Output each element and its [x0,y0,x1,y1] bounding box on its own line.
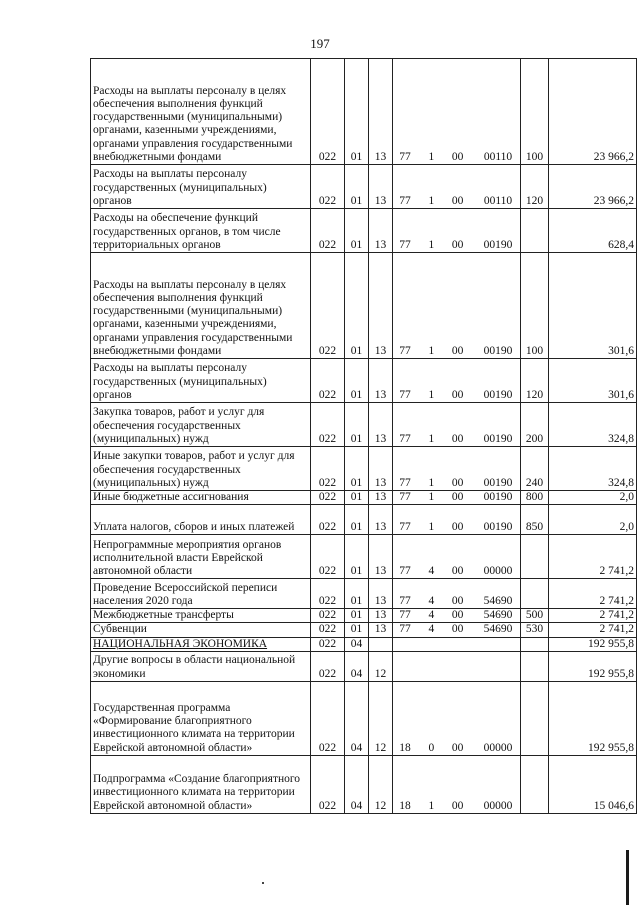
amount: 2 741,2 [549,535,637,579]
expense-type-code: 240 [521,447,549,491]
target-article-part: 54690 [483,609,513,622]
target-article-part: 54690 [483,623,513,636]
subsection-code: 13 [369,623,393,637]
table-row [91,359,637,403]
target-article-part: 00110 [483,150,513,163]
expense-type-code [521,209,549,253]
section-code: 01 [345,535,369,579]
target-article-part: 00 [451,194,464,207]
expense-name: Государственная программа «Формирование благоприятного инвестиционного климата на территории Еврейской автономной области» [91,681,311,755]
target-article-part: 00 [451,799,464,812]
target-article-part: 00190 [483,238,513,251]
target-article-code [393,579,521,609]
target-article-part: 00190 [483,344,513,357]
target-article-part: 00190 [483,476,513,489]
subsection-code: 13 [369,359,393,403]
section-code: 04 [345,651,369,681]
subsection-code: 13 [369,491,393,505]
ministry-code: 022 [311,609,345,623]
section-code: 01 [345,491,369,505]
expense-name: Другие вопросы в области национальной экономики [91,651,311,681]
subsection-code: 12 [369,755,393,813]
target-article-part: 4 [428,623,435,636]
section-code: 01 [345,359,369,403]
target-article-part: 00 [451,491,464,503]
target-article-part: 77 [399,609,411,622]
expense-type-code: 120 [521,359,549,403]
target-article-part: 4 [428,565,435,577]
ministry-code: 022 [311,359,345,403]
expense-type-code: 100 [521,59,549,165]
expense-name: Расходы на обеспечение функций государственных органов, в том числе территориальных органов [91,209,311,253]
expense-type-code [521,579,549,609]
amount: 2 741,2 [549,579,637,609]
ministry-code: 022 [311,59,345,165]
target-article-code [393,623,521,637]
table-row [91,609,637,623]
target-article-part: 00 [451,344,464,357]
table-row [91,491,637,505]
expense-type-code [521,535,549,579]
target-article-part: 77 [399,476,411,489]
target-article-code [393,165,521,209]
section-code: 01 [345,165,369,209]
subsection-code [369,637,393,651]
table-row [91,637,637,651]
target-article-code [393,651,521,681]
section-code: 04 [345,681,369,755]
subsection-code: 13 [369,209,393,253]
expense-name: Уплата налогов, сборов и иных платежей [91,505,311,535]
amount: 2,0 [549,491,637,505]
table-row [91,59,637,165]
section-code: 01 [345,209,369,253]
table-row [91,447,637,491]
amount: 324,8 [549,447,637,491]
section-code: 01 [345,59,369,165]
expense-name: Подпрограмма «Создание благоприятного инвестиционного климата на территории Еврейской автономной области» [91,755,311,813]
target-article-code [393,609,521,623]
amount: 23 966,2 [549,165,637,209]
target-article-part: 1 [428,432,435,445]
target-article-part: 00 [451,521,464,533]
target-article-part: 00190 [483,432,513,445]
ministry-code: 022 [311,651,345,681]
target-article-part: 77 [399,150,411,163]
target-article-part: 77 [399,491,411,503]
expense-type-code [521,681,549,755]
ministry-code: 022 [311,491,345,505]
target-article-part: 00 [451,150,464,163]
expense-name: Иные закупки товаров, работ и услуг для обеспечения государственных (муниципальных) нужд [91,447,311,491]
amount: 192 955,8 [549,637,637,651]
target-article-part: 00 [451,238,464,251]
scan-edge-mark [626,850,629,905]
amount: 15 046,6 [549,755,637,813]
scan-speck [262,882,264,884]
target-article-code [393,637,521,651]
table-row [91,623,637,637]
amount: 192 955,8 [549,681,637,755]
section-code: 04 [345,755,369,813]
ministry-code: 022 [311,447,345,491]
ministry-code: 022 [311,535,345,579]
target-article-part: 77 [399,238,411,251]
target-article-code [393,535,521,579]
target-article-part: 00 [451,565,464,577]
section-code: 04 [345,637,369,651]
target-article-part: 00 [451,476,464,489]
page-number: 197 [310,36,330,51]
expense-name: Расходы на выплаты персоналу в целях обеспечения выполнения функций государственными (муниципальными) органами, казенными учреждениями, органами управления государственными внебюджетными фондами [91,253,311,359]
subsection-code: 13 [369,535,393,579]
ministry-code: 022 [311,505,345,535]
subsection-code: 13 [369,579,393,609]
ministry-code: 022 [311,165,345,209]
expense-type-code: 850 [521,505,549,535]
target-article-part: 1 [428,388,435,401]
target-article-part: 00 [451,432,464,445]
amount: 301,6 [549,359,637,403]
target-article-part: 00 [451,595,464,607]
subsection-code: 13 [369,609,393,623]
target-article-part: 18 [399,741,411,754]
subsection-code: 13 [369,165,393,209]
target-article-part: 1 [428,344,435,357]
ministry-code: 022 [311,637,345,651]
table-row [91,209,637,253]
target-article-part: 00190 [483,491,513,503]
ministry-code: 022 [311,403,345,447]
target-article-part: 00 [451,609,464,622]
expense-name: Непрограммные мероприятия органов исполнительной власти Еврейской автономной области [91,535,311,579]
expense-name: Расходы на выплаты персоналу в целях обеспечения выполнения функций государственными (муниципальными) органами, казенными учреждениями, органами управления государственными внебюджетными фондами [91,59,311,165]
expense-type-code: 200 [521,403,549,447]
target-article-part: 1 [428,491,435,503]
target-article-part: 00000 [483,565,513,577]
target-article-part: 1 [428,238,435,251]
expense-type-code [521,651,549,681]
ministry-code: 022 [311,579,345,609]
amount: 192 955,8 [549,651,637,681]
target-article-part: 77 [399,565,411,577]
table-row [91,253,637,359]
target-article-part: 77 [399,388,411,401]
target-article-code [393,491,521,505]
expense-type-code: 530 [521,623,549,637]
amount: 324,8 [549,403,637,447]
target-article-code [393,505,521,535]
expense-name: Расходы на выплаты персоналу государственных (муниципальных) органов [91,359,311,403]
subsection-code: 12 [369,651,393,681]
expense-type-code: 120 [521,165,549,209]
target-article-part: 1 [428,150,435,163]
target-article-part: 77 [399,521,411,533]
expense-name: Межбюджетные трансферты [91,609,311,623]
target-article-part: 00190 [483,388,513,401]
target-article-part: 00110 [483,194,513,207]
target-article-part: 1 [428,194,435,207]
ministry-code: 022 [311,209,345,253]
section-code: 01 [345,579,369,609]
expense-type-code [521,755,549,813]
expense-name: Иные бюджетные ассигнования [91,491,311,505]
target-article-part: 77 [399,623,411,636]
amount: 301,6 [549,253,637,359]
amount: 23 966,2 [549,59,637,165]
target-article-code [393,403,521,447]
expense-type-code [521,637,549,651]
target-article-part: 4 [428,595,435,607]
target-article-code [393,755,521,813]
target-article-part: 1 [428,521,435,533]
amount: 2 741,2 [549,609,637,623]
subsection-code: 13 [369,59,393,165]
amount: 2,0 [549,505,637,535]
target-article-part: 77 [399,432,411,445]
table-row [91,505,637,535]
target-article-code [393,209,521,253]
ministry-code: 022 [311,253,345,359]
ministry-code: 022 [311,755,345,813]
table-row [91,681,637,755]
budget-table [90,58,637,814]
expense-name: Субвенции [91,623,311,637]
section-code: 01 [345,623,369,637]
target-article-part: 00 [451,741,464,754]
target-article-part: 54690 [483,595,513,607]
ministry-code: 022 [311,623,345,637]
target-article-code [393,447,521,491]
budget-table-body [91,59,637,814]
amount: 628,4 [549,209,637,253]
expense-name: НАЦИОНАЛЬНАЯ ЭКОНОМИКА [91,637,311,651]
target-article-part: 77 [399,194,411,207]
amount: 2 741,2 [549,623,637,637]
target-article-part: 77 [399,344,411,357]
subsection-code: 13 [369,403,393,447]
ministry-code: 022 [311,681,345,755]
expense-name: Расходы на выплаты персоналу государственных (муниципальных) органов [91,165,311,209]
table-row [91,755,637,813]
table-row [91,579,637,609]
subsection-code: 13 [369,447,393,491]
expense-type-code: 100 [521,253,549,359]
table-row [91,535,637,579]
target-article-code [393,681,521,755]
expense-name: Проведение Всероссийской переписи населения 2020 года [91,579,311,609]
expense-name: Закупка товаров, работ и услуг для обеспечения государственных (муниципальных) нужд [91,403,311,447]
target-article-part: 00000 [483,799,513,812]
subsection-code: 13 [369,505,393,535]
target-article-part: 0 [428,741,435,754]
target-article-part: 1 [428,799,435,812]
target-article-part: 4 [428,609,435,622]
target-article-part: 18 [399,799,411,812]
section-code: 01 [345,403,369,447]
table-row [91,651,637,681]
target-article-code [393,253,521,359]
table-row [91,403,637,447]
expense-type-code: 500 [521,609,549,623]
target-article-part: 00 [451,623,464,636]
section-code: 01 [345,505,369,535]
expense-type-code: 800 [521,491,549,505]
section-code: 01 [345,609,369,623]
table-row [91,165,637,209]
target-article-part: 1 [428,476,435,489]
target-article-part: 00000 [483,741,513,754]
target-article-code [393,359,521,403]
target-article-code [393,59,521,165]
subsection-code: 13 [369,253,393,359]
section-code: 01 [345,447,369,491]
target-article-part: 00190 [483,521,513,533]
target-article-part: 00 [451,388,464,401]
section-code: 01 [345,253,369,359]
target-article-part: 77 [399,595,411,607]
subsection-code: 12 [369,681,393,755]
